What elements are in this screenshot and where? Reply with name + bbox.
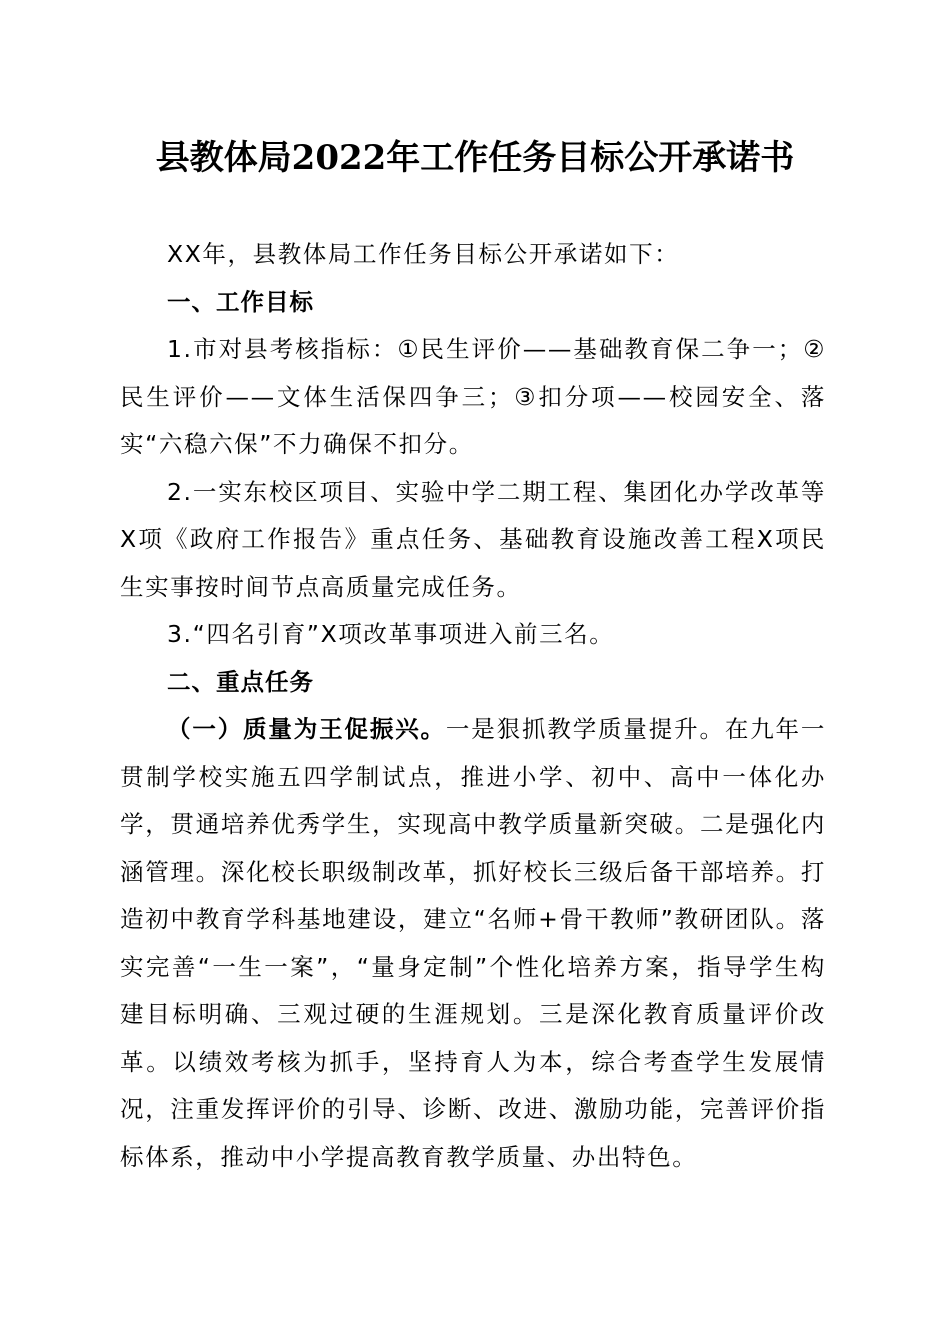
- task-paragraph-1-lead: （一）质量为王促振兴。: [167, 715, 446, 743]
- goal-item-2: 2.一实东校区项目、实验中学二期工程、集团化办学改革等X项《政府工作报告》重点任务、基础教育设施改善工程X项民生实事按时间节点高质量完成任务。: [120, 477, 826, 601]
- goal-item-1: 1.市对县考核指标：①民生评价——基础教育保二争一；②民生评价——文体生活保四争三；③扣分项——校园安全、落实“六稳六保”不力确保不扣分。: [120, 335, 826, 458]
- document-body: [120, 231, 826, 1181]
- goal-item-3: 3.“四名引育”X项改革事项进入前三名。: [167, 620, 615, 648]
- document-title: 县教体局2022年工作任务目标公开承诺书: [155, 138, 795, 178]
- task-paragraph-1-body: 一是狠抓教学质量提升。在九年一贯制学校实施五四学制试点，推进小学、初中、高中一体化办学，贯通培养优秀学生，实现高中教学质量新突破。二是强化内涵管理。深化校长职级制改革，抓好校长三级后备干部培养。打造初中教育学科基地建设，建立“名师+骨干教师”教研团队。落实完善“一生一案”，“量身定制”个性化培养方案，指导学生构建目标明确、三观过硬的生涯规划。三是深化教育质量评价改革。以绩效考核为抓手，坚持育人为本，综合考查学生发展情况，注重发挥评价的引导、诊断、改进、激励功能，完善评价指标体系，推动中小学提高教育教学质量、办出特色。: [120, 715, 827, 1171]
- section-heading-tasks: 二、重点任务: [167, 667, 314, 696]
- task-paragraph-1: [120, 706, 826, 1181]
- intro-paragraph: XX年，县教体局工作任务目标公开承诺如下：: [167, 240, 680, 268]
- section-heading-goals: 一、工作目标: [167, 287, 314, 316]
